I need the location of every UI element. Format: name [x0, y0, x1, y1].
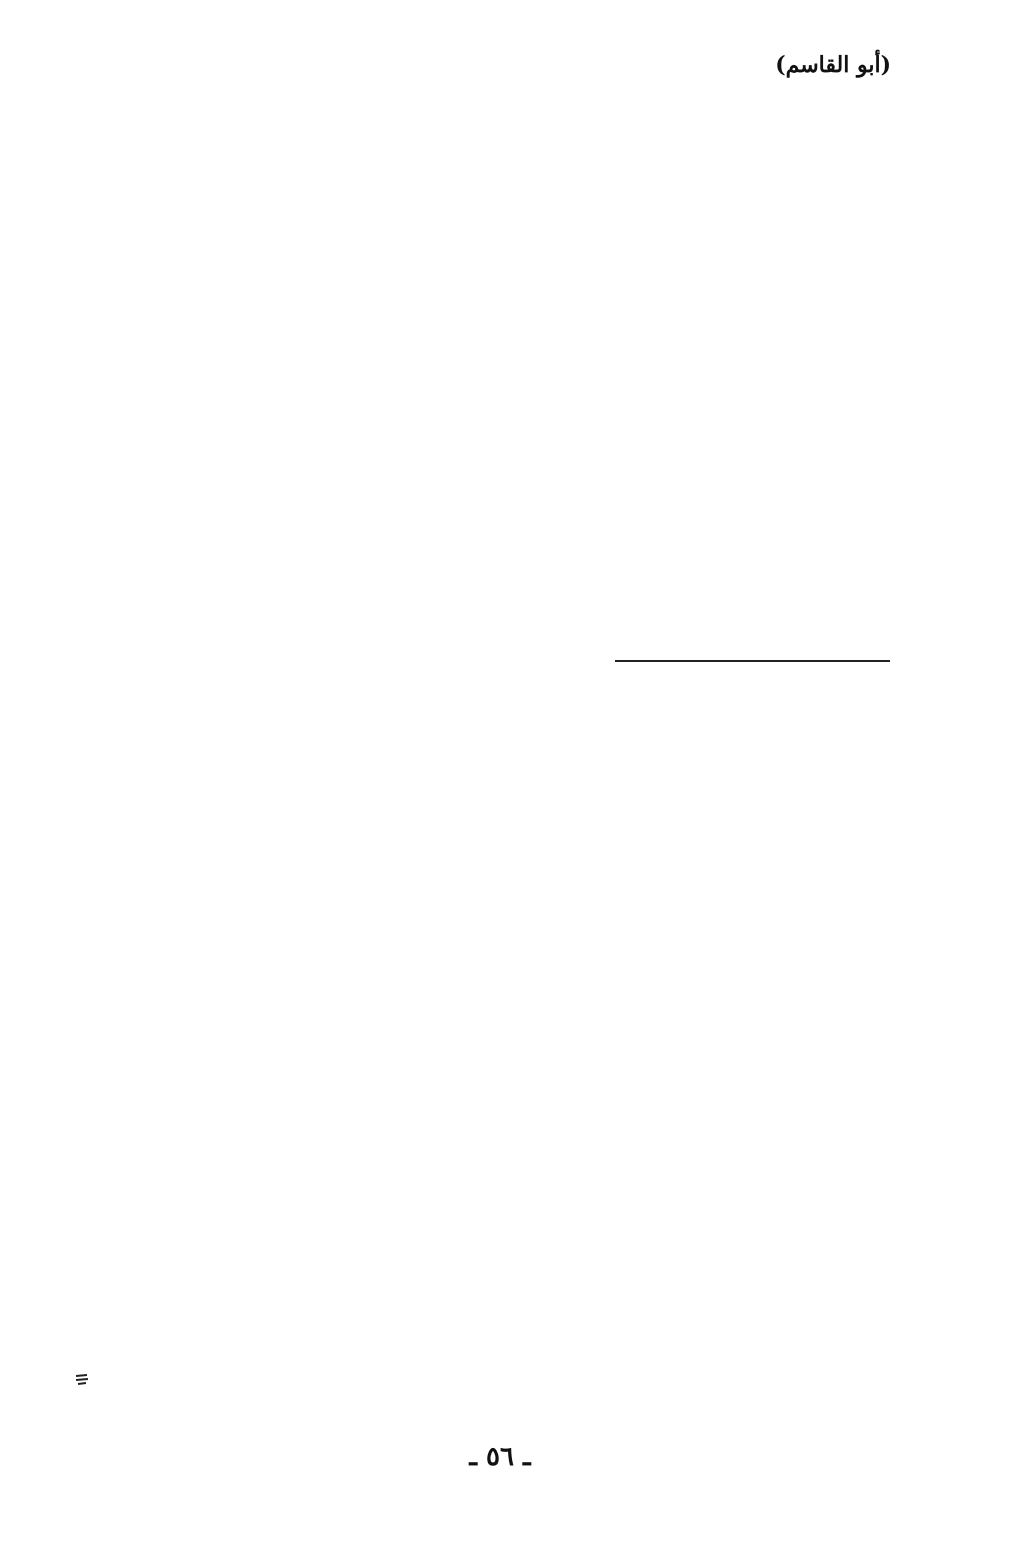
footnote-separator	[615, 660, 890, 662]
running-title: (أبو القاسم)	[775, 52, 891, 78]
margin-mark-icon	[74, 1372, 90, 1386]
page-number: ـ ٥٦ ـ	[469, 1442, 531, 1472]
